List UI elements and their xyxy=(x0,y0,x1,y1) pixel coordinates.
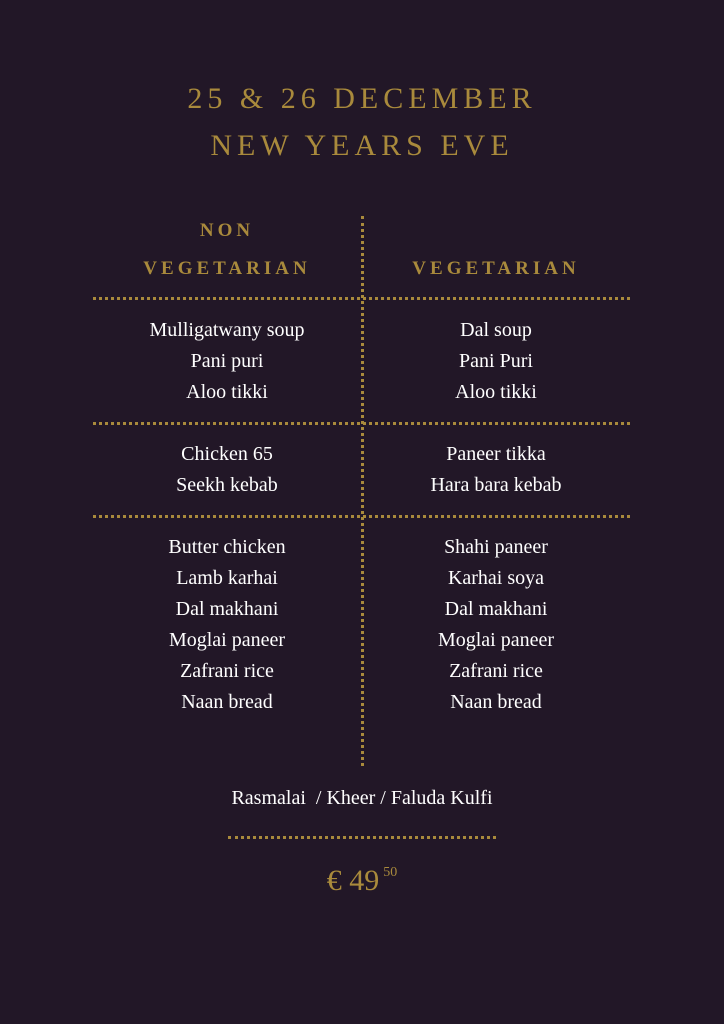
list-item: Hara bara kebab xyxy=(430,474,562,496)
list-item: Aloo tikki xyxy=(186,381,268,403)
price-divider xyxy=(228,836,496,839)
list-item: Zafrani rice xyxy=(180,660,274,682)
veg-grill-list xyxy=(362,439,630,501)
section-divider-header xyxy=(93,297,630,300)
vegetarian-heading: VEGETARIAN xyxy=(412,258,580,279)
section-divider-grill xyxy=(93,515,630,518)
list-item: Karhai soya xyxy=(447,567,545,589)
desserts-line: Rasmalai / Kheer / Faluda Kulfi xyxy=(231,787,493,809)
list-item: Aloo tikki xyxy=(455,381,537,403)
list-item: Pani puri xyxy=(190,350,264,372)
non-vegetarian-heading-line1: NON xyxy=(199,220,255,241)
list-item: Naan bread xyxy=(450,691,542,713)
list-item: Moglai paneer xyxy=(437,629,555,651)
list-item: Mulligatwany soup xyxy=(149,319,305,341)
section-divider-starters xyxy=(93,422,630,425)
list-item: Seekh kebab xyxy=(176,474,278,496)
list-item: Pani Puri xyxy=(459,350,533,372)
non-veg-grill-list xyxy=(92,439,362,501)
list-item: Dal makhani xyxy=(175,598,279,620)
non-vegetarian-heading-line2: VEGETARIAN xyxy=(143,258,311,279)
price-main: € 49 xyxy=(326,864,380,897)
menu-date-title: 25 & 26 DECEMBER xyxy=(187,82,537,115)
price xyxy=(0,864,724,898)
list-item: Moglai paneer xyxy=(168,629,286,651)
list-item: Zafrani rice xyxy=(449,660,543,682)
list-item: Chicken 65 xyxy=(181,443,273,465)
menu-event-title: NEW YEARS EVE xyxy=(210,129,514,162)
veg-mains-list xyxy=(362,532,630,718)
non-veg-mains-list xyxy=(92,532,362,718)
list-item: Dal soup xyxy=(460,319,532,341)
non-vegetarian-heading xyxy=(92,212,362,288)
list-item: Dal makhani xyxy=(444,598,548,620)
list-item: Paneer tikka xyxy=(446,443,546,465)
non-veg-starters-list xyxy=(92,315,362,408)
price-cents: 50 xyxy=(383,865,398,880)
list-item: Shahi paneer xyxy=(444,536,548,558)
veg-starters-list xyxy=(362,315,630,408)
list-item: Lamb karhai xyxy=(176,567,278,589)
list-item: Naan bread xyxy=(181,691,273,713)
list-item: Butter chicken xyxy=(168,536,286,558)
